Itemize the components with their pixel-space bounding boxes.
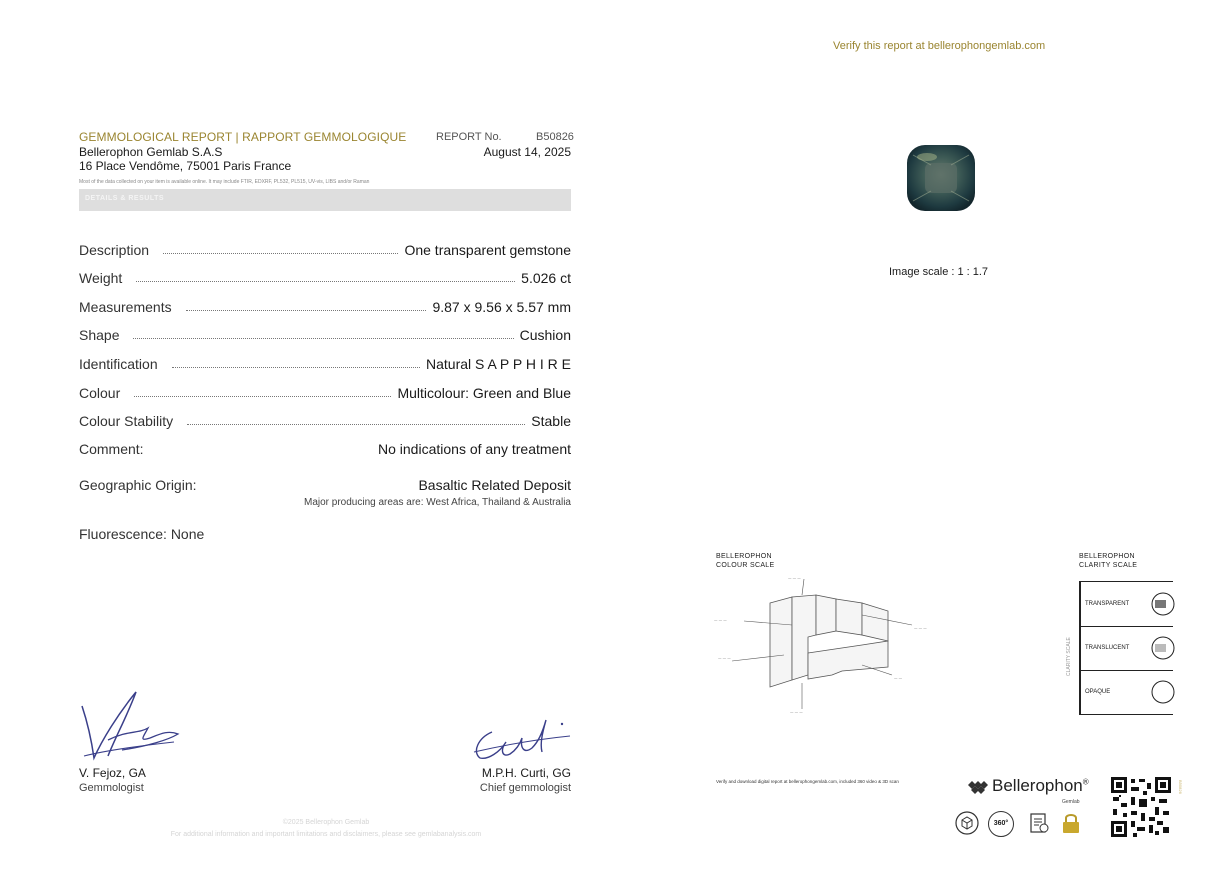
signer-1-name: V. Fejoz, GA [79,766,146,780]
report-date: August 14, 2025 [483,145,571,159]
footer-copyright: ©2025 Bellerophon Gemlab [282,819,370,826]
translucent-circle-icon [1151,636,1175,660]
digital-report-icon [1027,811,1051,835]
lab-name: Bellerophon Gemlab S.A.S [79,145,223,159]
clarity-level-label: TRANSLUCENT [1085,645,1130,651]
detail-value: Cushion [519,327,571,343]
detail-value: Multicolour: Green and Blue [397,385,571,401]
brand-sub: Gemlab [1062,799,1080,805]
leader-dots [172,366,420,368]
detail-row-colour-stability [79,411,571,429]
origin-note: Major producing areas are: West Africa, Thailand & Australia [304,497,571,508]
svg-text:— — —: — — — [714,618,727,622]
gemstone-image [905,143,977,213]
verify-link[interactable]: Verify this report at bellerophongemlab.com [833,40,1046,52]
detail-value: Natural S A P P H I R E [426,356,571,372]
comment-value: No indications of any treatment [378,441,571,457]
svg-text:— — —: — — — [914,626,927,630]
clarity-side-label: CLARITY SCALE [1066,637,1072,676]
signer-2-name: M.P.H. Curti, GG [481,766,571,780]
signature-fejoz-image [78,684,188,764]
clarity-level-label: TRANSPARENT [1085,601,1130,607]
detail-label: Colour [79,385,121,401]
detail-label: Measurements [79,299,172,315]
comment-label: Comment: [79,441,144,457]
report-no-label: REPORT No. [436,131,502,143]
fluorescence: Fluorescence: None [79,526,205,542]
qr-vertical-label: B50826 [1178,780,1183,794]
leader-dots [133,337,513,339]
clarity-level-label: OPAQUE [1085,689,1111,695]
details-band [79,189,571,211]
colour-scale-title: BELLEROPHON COLOUR SCALE [716,553,775,569]
data-disclaimer: Most of the data collected on your item is available online. It may include FTIR, EDXRF, PL532, PL515, UV-vis, LIBS and/or Raman [79,179,370,185]
transparent-circle-icon [1151,592,1175,616]
signer-1-role: Gemmologist [79,782,144,794]
detail-label: Colour Stability [79,413,174,429]
bellerophon-logo-icon [966,779,988,797]
360-video-icon: 360° [988,811,1014,837]
detail-label: Weight [79,270,123,286]
clarity-level-opaque [1081,670,1173,714]
origin-value: Basaltic Related Deposit [418,477,571,493]
detail-label: Shape [79,327,120,343]
clarity-scale-title: BELLEROPHON CLARITY SCALE [1079,553,1138,569]
footer-info: For additional information and important limitations and disclaimers, please see gemlabanalysis.com [170,831,482,838]
clarity-scale-box [1079,581,1173,715]
leader-dots [136,280,515,282]
clarity-level-translucent [1081,626,1173,671]
detail-row-weight [79,268,571,286]
signer-2-role: Chief gemmologist [479,782,571,794]
detail-row-description [79,240,571,258]
brand-name [992,776,1089,796]
detail-row-shape [79,325,571,343]
leader-dots [163,252,398,254]
details-band-label: DETAILS & RESULTS [85,195,165,202]
signature-curti-image [470,712,580,764]
digital-report-note: Verify and download digital report at bellerophongemlab.com, included 360 video & 3D scan [716,779,899,784]
leader-dots [134,395,391,397]
detail-label: Description [79,242,150,258]
lab-address: 16 Place Vendôme, 75001 Paris France [79,159,292,173]
leader-dots [186,309,427,311]
brand-name-text: Bellerophon [992,776,1083,795]
3d-scan-icon [955,811,979,835]
lock-icon [1060,811,1082,835]
detail-row-identification [79,354,571,372]
svg-text:— —: — — [894,676,903,680]
opaque-circle-icon [1151,680,1175,704]
image-scale: Image scale : 1 : 1.7 [889,266,989,278]
report-title: GEMMOLOGICAL REPORT | RAPPORT GEMMOLOGIQUE [79,130,407,144]
leader-dots [187,423,525,425]
detail-row-measurements [79,297,571,315]
brand-registered: ® [1082,777,1089,787]
svg-text:— — —: — — — [788,576,801,580]
qr-code[interactable] [1111,777,1171,837]
colour-scale-diagram [712,575,942,715]
svg-text:— — —: — — — [718,656,731,660]
detail-row-colour [79,383,571,401]
detail-label: Identification [79,356,158,372]
detail-value: 9.87 x 9.56 x 5.57 mm [432,299,571,315]
clarity-level-transparent [1081,582,1173,627]
detail-value: Stable [531,413,571,429]
detail-value: 5.026 ct [521,270,571,286]
origin-label: Geographic Origin: [79,477,197,493]
report-number: B50826 [536,131,574,143]
svg-text:— — —: — — — [790,710,803,714]
detail-value: One transparent gemstone [404,242,571,258]
